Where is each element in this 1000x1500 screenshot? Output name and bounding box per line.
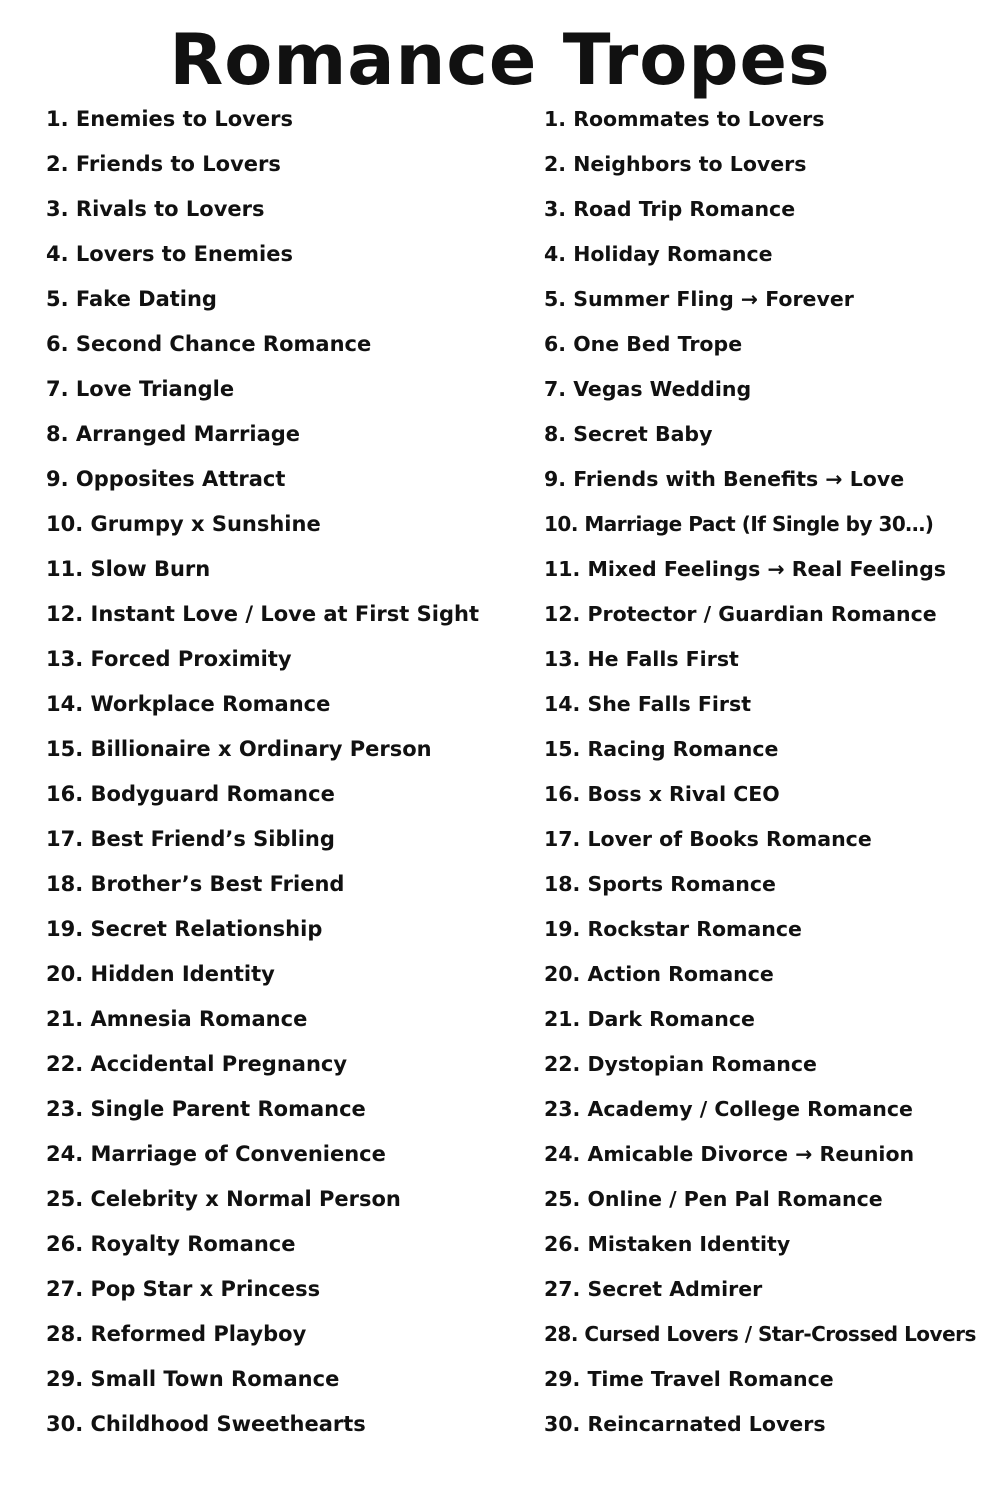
list-item: 23. Academy / College Romance: [544, 1097, 913, 1121]
list-item: 12. Protector / Guardian Romance: [544, 602, 937, 626]
list-item: 30. Childhood Sweethearts: [46, 1412, 366, 1436]
list-item: 3. Road Trip Romance: [544, 197, 796, 221]
page-title: Romance Tropes: [169, 19, 831, 101]
list-item: 17. Lover of Books Romance: [544, 827, 872, 851]
list-item: 11. Slow Burn: [46, 557, 211, 581]
list-item: 20. Action Romance: [544, 962, 774, 986]
list-item: 8. Secret Baby: [544, 422, 713, 446]
list-item: 14. Workplace Romance: [46, 692, 331, 716]
list-item: 15. Racing Romance: [544, 737, 779, 761]
list-item: 25. Celebrity x Normal Person: [46, 1187, 401, 1211]
list-item: 19. Rockstar Romance: [544, 917, 802, 941]
list-item: 16. Boss x Rival CEO: [544, 782, 780, 806]
trope-list-left: [46, 97, 516, 1447]
list-item: 2. Neighbors to Lovers: [544, 152, 807, 176]
list-item: 28. Cursed Lovers / Star-Crossed Lovers: [544, 1322, 976, 1346]
trope-list-right: [544, 97, 996, 1447]
list-item: 29. Time Travel Romance: [544, 1367, 834, 1391]
list-item: 21. Amnesia Romance: [46, 1007, 308, 1031]
list-item: 4. Lovers to Enemies: [46, 242, 293, 266]
list-item: 26. Royalty Romance: [46, 1232, 296, 1256]
list-item: 18. Brother’s Best Friend: [46, 872, 345, 896]
list-item: 26. Mistaken Identity: [544, 1232, 791, 1256]
list-item: 18. Sports Romance: [544, 872, 776, 896]
list-item: 30. Reincarnated Lovers: [544, 1412, 826, 1436]
list-item: 1. Roommates to Lovers: [544, 107, 825, 131]
list-item: 10. Marriage Pact (If Single by 30…): [544, 512, 934, 536]
list-item: 1. Enemies to Lovers: [46, 107, 293, 131]
list-item: 27. Pop Star x Princess: [46, 1277, 321, 1301]
list-item: 7. Love Triangle: [46, 377, 235, 401]
list-item: 22. Accidental Pregnancy: [46, 1052, 348, 1076]
list-item: 25. Online / Pen Pal Romance: [544, 1187, 883, 1211]
list-item: 29. Small Town Romance: [46, 1367, 340, 1391]
list-item: 24. Amicable Divorce → Reunion: [544, 1142, 915, 1166]
list-item: 5. Fake Dating: [46, 287, 217, 311]
list-item: 12. Instant Love / Love at First Sight: [46, 602, 479, 626]
list-item: 2. Friends to Lovers: [46, 152, 281, 176]
list-item: 8. Arranged Marriage: [46, 422, 301, 446]
list-item: 9. Friends with Benefits → Love: [544, 467, 905, 491]
list-item: 13. He Falls First: [544, 647, 739, 671]
list-item: 9. Opposites Attract: [46, 467, 286, 491]
list-item: 22. Dystopian Romance: [544, 1052, 817, 1076]
list-item: 11. Mixed Feelings → Real Feelings: [544, 557, 946, 581]
list-item: 10. Grumpy x Sunshine: [46, 512, 321, 536]
list-item: 6. Second Chance Romance: [46, 332, 372, 356]
list-item: 17. Best Friend’s Sibling: [46, 827, 335, 851]
list-item: 19. Secret Relationship: [46, 917, 323, 941]
list-item: 5. Summer Fling → Forever: [544, 287, 854, 311]
list-item: 23. Single Parent Romance: [46, 1097, 366, 1121]
list-item: 3. Rivals to Lovers: [46, 197, 265, 221]
list-item: 20. Hidden Identity: [46, 962, 275, 986]
list-item: 4. Holiday Romance: [544, 242, 773, 266]
list-item: 16. Bodyguard Romance: [46, 782, 335, 806]
list-item: 27. Secret Admirer: [544, 1277, 763, 1301]
list-item: 6. One Bed Trope: [544, 332, 743, 356]
list-item: 14. She Falls First: [544, 692, 752, 716]
list-item: 24. Marriage of Convenience: [46, 1142, 386, 1166]
list-item: 13. Forced Proximity: [46, 647, 292, 671]
list-item: 21. Dark Romance: [544, 1007, 755, 1031]
list-item: 28. Reformed Playboy: [46, 1322, 307, 1346]
list-item: 15. Billionaire x Ordinary Person: [46, 737, 432, 761]
list-item: 7. Vegas Wedding: [544, 377, 752, 401]
